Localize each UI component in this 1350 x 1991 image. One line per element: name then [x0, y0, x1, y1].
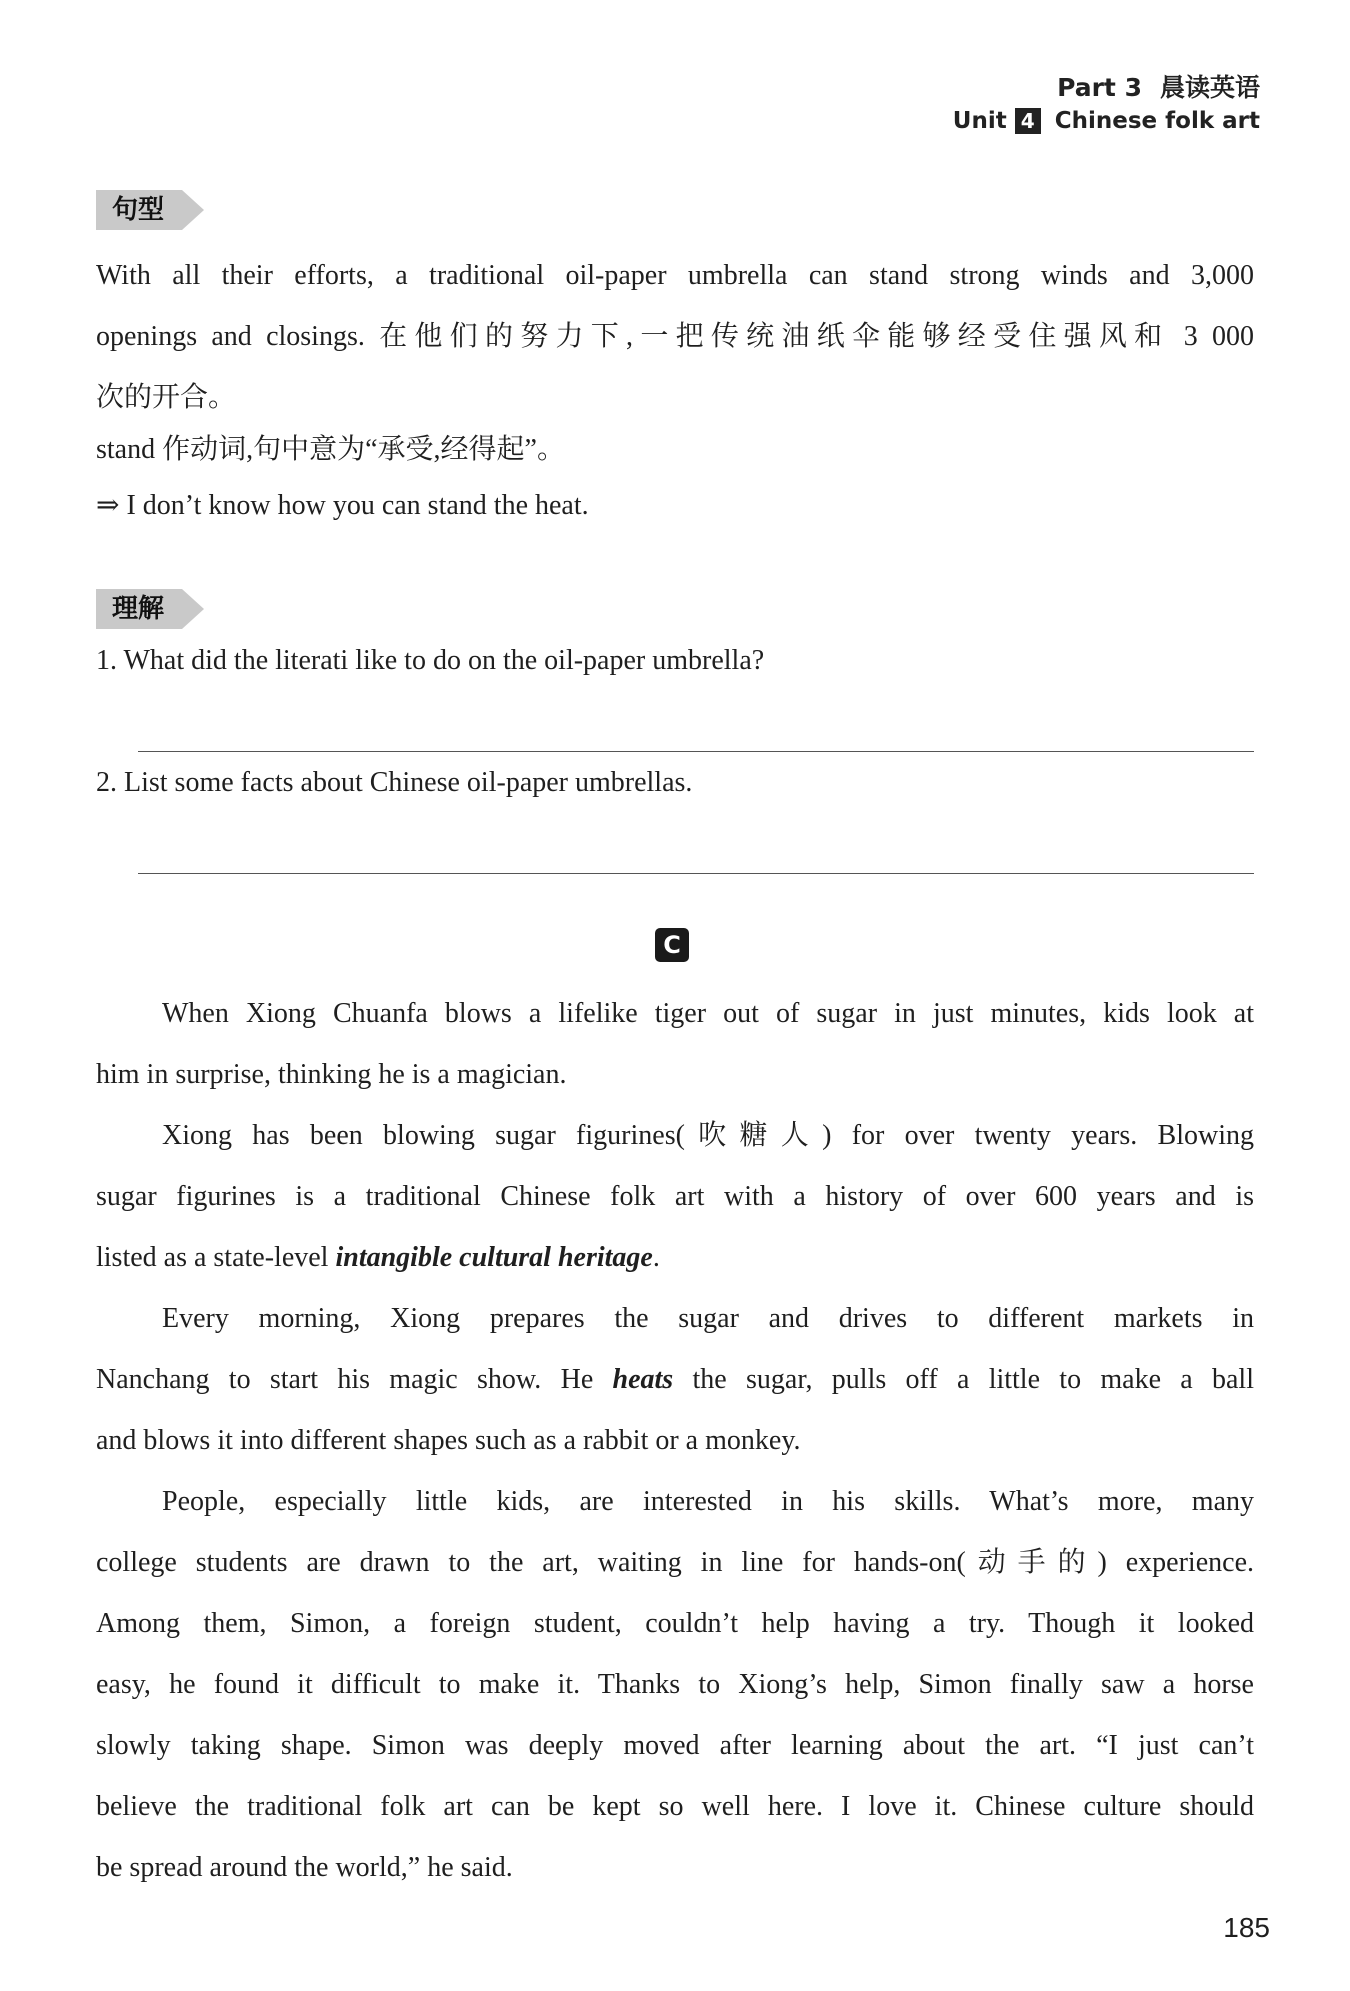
part-title-cn: 晨读英语: [1159, 73, 1260, 102]
example-line-1: With all their efforts, a traditional oil-paper umbrella can stand strong winds and 3,000: [96, 260, 1254, 291]
section-tag-label: 句型: [112, 195, 165, 225]
p4-line-1: People, especially little kids, are interested in his skills. What’s more, many: [162, 1486, 1254, 1517]
page-number: 185: [1223, 1912, 1270, 1943]
example-sentence: [96, 245, 1254, 428]
highlight-intangible-cultural-heritage: intangible cultural heritage: [335, 1242, 653, 1273]
passage-paragraph-3: [96, 1288, 1254, 1471]
p4-line-3: Among them, Simon, a foreign student, couldn’t help having a try. Though it looked: [96, 1608, 1254, 1639]
example-line-3: 次的开合。: [96, 382, 237, 413]
part-label: Part 3: [1057, 73, 1142, 102]
usage-note: stand 作动词,句中意为“承受,经得起”。: [96, 434, 565, 465]
unit-number-badge: 4: [1015, 108, 1041, 134]
passage-paragraph-1: [96, 983, 1254, 1105]
p4-line-6: believe the traditional folk art can be kept so well here. I love it. Chinese culture should: [96, 1791, 1254, 1822]
passage-paragraph-2: [96, 1105, 1254, 1288]
answer-line-1[interactable]: [138, 751, 1254, 752]
p1-line-2: him in surprise, thinking he is a magician.: [96, 1059, 567, 1090]
section-tag-comprehension: [96, 589, 208, 629]
p4-line-7: be spread around the world,” he said.: [96, 1852, 513, 1883]
section-tag-sentence: [96, 190, 208, 230]
unit-title: Chinese folk art: [1054, 108, 1260, 134]
section-tag-label: 理解: [112, 594, 165, 624]
p3-line-1: Every morning, Xiong prepares the sugar and drives to different markets in: [162, 1303, 1254, 1334]
unit-label: Unit: [952, 108, 1007, 134]
p2-line-3: listed as a state-level intangible cultural heritage.: [96, 1242, 660, 1273]
passage-c-badge: C: [655, 928, 689, 962]
p1-line-1: When Xiong Chuanfa blows a lifelike tiger out of sugar in just minutes, kids look at: [162, 998, 1254, 1029]
p4-line-2: college students are drawn to the art, waiting in line for hands-on(动手的) experience.: [96, 1547, 1254, 1578]
answer-line-2[interactable]: [138, 873, 1254, 874]
highlight-heats: heats: [612, 1364, 674, 1395]
example-line-2: openings and closings. 在他们的努力下,一把传统油纸伞能够经受住强风和 3 000: [96, 321, 1254, 352]
unit-header: [953, 108, 1260, 134]
question-1: 1. What did the literati like to do on the oil-paper umbrella?: [96, 645, 765, 676]
part-header: [1057, 68, 1260, 104]
question-2: 2. List some facts about Chinese oil-paper umbrellas.: [96, 767, 693, 798]
p2-line-2: sugar figurines is a traditional Chinese folk art with a history of over 600 years and is: [96, 1181, 1254, 1212]
practice-sentence: ⇒ I don’t know how you can stand the heat.: [96, 490, 589, 521]
p3-line-3: and blows it into different shapes such as a rabbit or a monkey.: [96, 1425, 801, 1456]
p4-line-5: slowly taking shape. Simon was deeply moved after learning about the art. “I just can’t: [96, 1730, 1254, 1761]
p3-line-2: Nanchang to start his magic show. He heats the sugar, pulls off a little to make a ball: [96, 1364, 1254, 1395]
p2-line-1: Xiong has been blowing sugar figurines(吹糖人) for over twenty years. Blowing: [162, 1120, 1254, 1151]
p4-line-4: easy, he found it difficult to make it. Thanks to Xiong’s help, Simon finally saw a horse: [96, 1669, 1254, 1700]
passage-paragraph-4: [96, 1471, 1254, 1898]
